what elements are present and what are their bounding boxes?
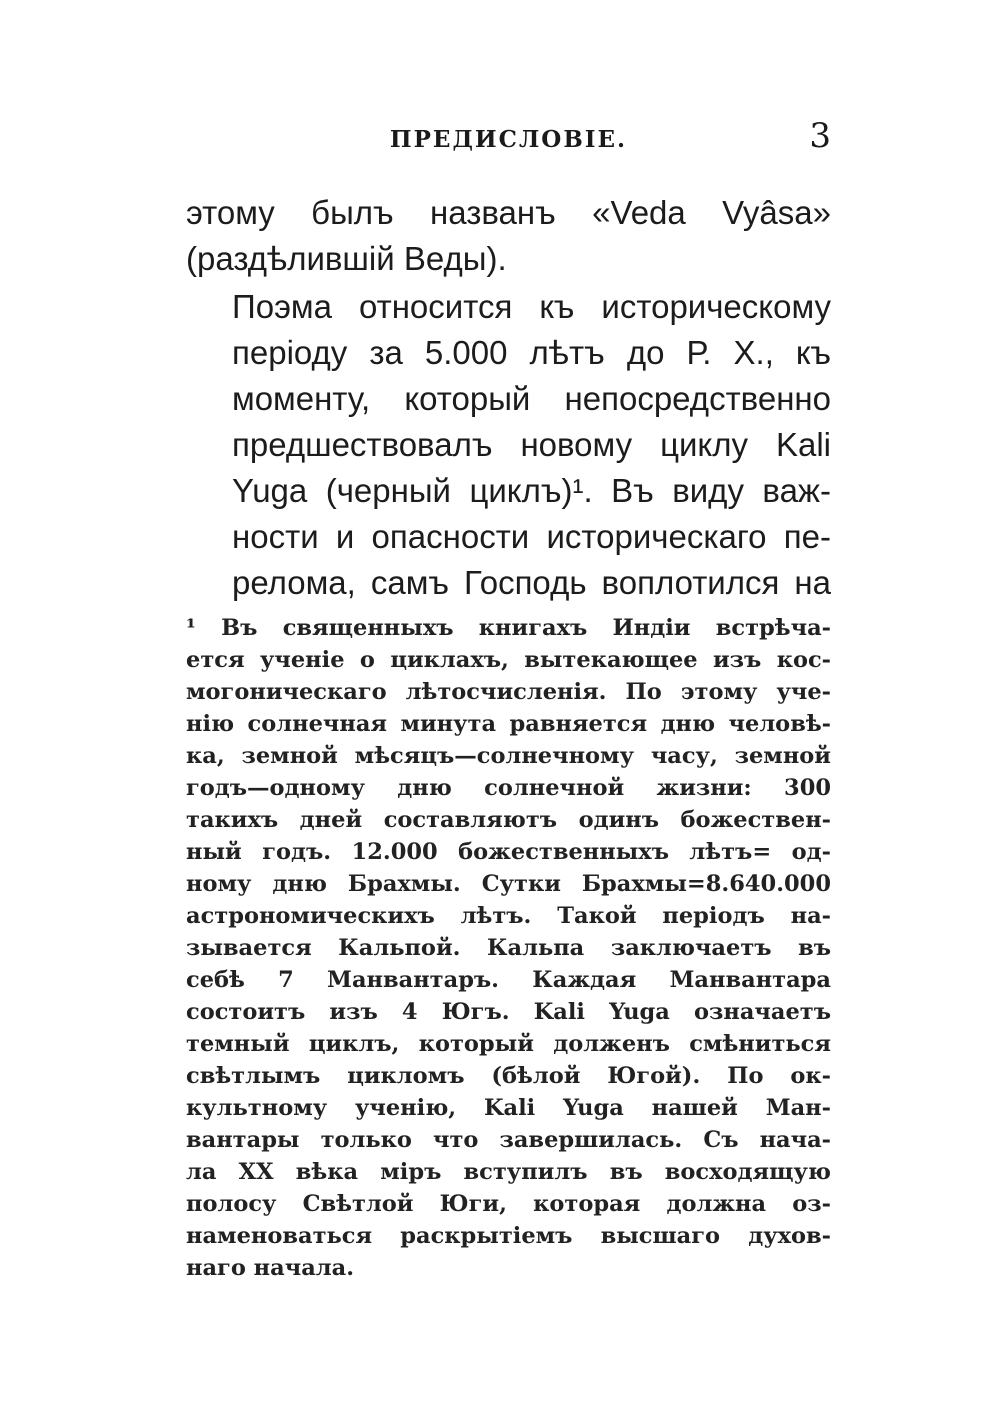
footnote-line: свѣтлымъ цикломъ (бѣлой Югой). По ок-: [186, 1063, 831, 1089]
footnote-line: ¹ Въ священныхъ книгахъ Индіи встрѣча-: [186, 615, 831, 641]
text-line: ности и опасности историческаго пе-: [232, 518, 831, 555]
text-line: моменту, который непосредственно: [232, 380, 831, 417]
footnote-line: темный циклъ, который долженъ смѣниться: [186, 1031, 831, 1057]
text-line: (раздѣлившій Веды).: [186, 240, 507, 277]
footnote-line: ется ученіе о циклахъ, вытекающее изъ кос-: [186, 647, 831, 673]
footnote-line: наго начала.: [186, 1255, 355, 1281]
footnote-line: ный годъ. 12.000 божественныхъ лѣтъ= од-: [186, 839, 831, 865]
footnote-line: наменоваться раскрытіемъ высшаго духов-: [186, 1223, 831, 1249]
footnote-line: ка, земной мѣсяцъ—солнечному часу, земной: [186, 743, 831, 769]
footnote-line: себѣ 7 Манвантаръ. Каждая Манвантара: [186, 967, 831, 993]
text-line: періоду за 5.000 лѣтъ до Р. Х., къ: [232, 334, 831, 371]
footnote-line: ла XX вѣка міръ вступилъ въ восходящую: [186, 1159, 831, 1185]
footnote-line: годъ—одному дню солнечной жизни: 300: [186, 775, 831, 801]
footnote-line: такихъ дней составляютъ одинъ божествен-: [186, 807, 831, 833]
page-number: 3: [809, 116, 831, 156]
footnote-line: ному дню Брахмы. Сутки Брахмы=8.640.000: [186, 871, 831, 897]
footnote-line: могоническаго лѣтосчисленія. По этому уче-: [186, 679, 831, 705]
running-head: [186, 116, 831, 160]
footnote-line: состоитъ изъ 4 Югъ. Kali Yuga означаетъ: [186, 999, 831, 1025]
paragraph-2: [186, 284, 831, 606]
text-line: этому былъ названъ «Veda Vyâsa»: [186, 194, 831, 231]
footnote: [186, 612, 831, 1284]
footnote-line: астрономическихъ лѣтъ. Такой періодъ на-: [186, 903, 831, 929]
main-text: [186, 190, 831, 606]
footnote-line: культному ученію, Kali Yuga нашей Ман-: [186, 1095, 831, 1121]
text-line: Поэма относится къ историческому: [232, 288, 831, 325]
footnote-line: зывается Кальпой. Кальпа заключаетъ въ: [186, 935, 831, 961]
paragraph-1: [186, 190, 831, 282]
running-title: ПРЕДИСЛОВІЕ.: [389, 126, 628, 153]
text-line: релома, самъ Господь воплотился на: [232, 564, 831, 601]
text-line: предшествовалъ новому циклу Kali: [232, 426, 831, 463]
footnote-line: нію солнечная минута равняется дню человѣ-: [186, 711, 831, 737]
footnote-line: вантары только что завершилась. Съ нача-: [186, 1127, 831, 1153]
footnote-line: полосу Свѣтлой Юги, которая должна оз-: [186, 1191, 831, 1217]
text-line: Yuga (черный циклъ)¹. Въ виду важ-: [232, 472, 831, 509]
